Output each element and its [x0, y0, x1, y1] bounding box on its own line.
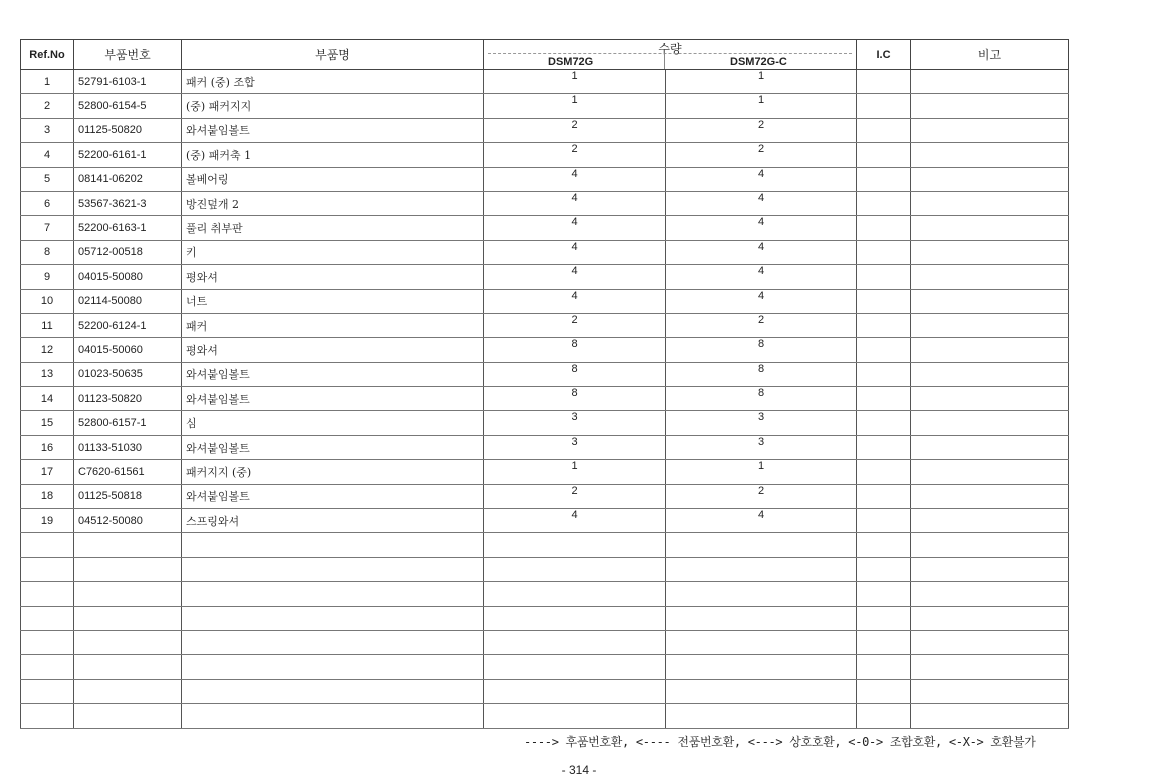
- empty-cell: [182, 582, 484, 606]
- empty-cell: [857, 630, 911, 654]
- empty-cell: [182, 606, 484, 630]
- table-row: [21, 216, 1069, 240]
- empty-cell: [911, 606, 1069, 630]
- col-quantity: [484, 40, 857, 70]
- empty-row: [21, 557, 1069, 581]
- ic-cell: [857, 387, 911, 411]
- remarks-cell: [911, 240, 1069, 264]
- remarks-cell: [911, 313, 1069, 337]
- empty-row: [21, 606, 1069, 630]
- ref-no-cell: 19: [21, 509, 74, 533]
- empty-cell: [857, 557, 911, 581]
- qty-dsm72g-cell: 4: [484, 191, 666, 215]
- table-row: [21, 484, 1069, 508]
- remarks-cell: [911, 338, 1069, 362]
- part-number-cell: 04015-50080: [74, 265, 182, 289]
- qty-dsm72g-cell: 2: [484, 313, 666, 337]
- page-number: - 314 -: [561, 763, 597, 777]
- compatibility-legend: ----> 후품번호환, <---- 전품번호환, <---> 상호호환, <-0-> 조합호환, <-X-> 호환불가: [524, 735, 1036, 749]
- empty-cell: [21, 630, 74, 654]
- ref-no-cell: 15: [21, 411, 74, 435]
- empty-cell: [182, 533, 484, 557]
- empty-row: [21, 679, 1069, 703]
- ref-no-cell: 3: [21, 118, 74, 142]
- qty-dsm72g-cell: 3: [484, 411, 666, 435]
- qty-dsm72g-c-cell: 4: [666, 240, 857, 264]
- part-name-cell: 와셔붙임볼트: [182, 118, 484, 142]
- empty-cell: [484, 557, 666, 581]
- qty-dsm72g-c-cell: 3: [666, 411, 857, 435]
- part-name-cell: 패커 (중) 조합: [182, 70, 484, 94]
- table-row: [21, 362, 1069, 386]
- qty-dsm72g-c-cell: 8: [666, 362, 857, 386]
- part-number-cell: 04512-50080: [74, 509, 182, 533]
- table-row: [21, 167, 1069, 191]
- qty-dsm72g-cell: 4: [484, 167, 666, 191]
- qty-dsm72g-cell: 2: [484, 118, 666, 142]
- ref-no-cell: 11: [21, 313, 74, 337]
- ref-no-cell: 2: [21, 94, 74, 118]
- table-row: [21, 70, 1069, 94]
- ic-cell: [857, 216, 911, 240]
- empty-cell: [666, 679, 857, 703]
- parts-list-sheet: [20, 39, 1068, 724]
- empty-cell: [857, 655, 911, 679]
- part-number-cell: 52200-6161-1: [74, 143, 182, 167]
- ref-no-cell: 4: [21, 143, 74, 167]
- empty-cell: [484, 582, 666, 606]
- qty-dsm72g-cell: 4: [484, 509, 666, 533]
- empty-cell: [484, 704, 666, 728]
- empty-cell: [182, 679, 484, 703]
- empty-cell: [666, 704, 857, 728]
- empty-cell: [74, 606, 182, 630]
- part-number-cell: 02114-50080: [74, 289, 182, 313]
- qty-dsm72g-c-cell: 8: [666, 387, 857, 411]
- empty-cell: [182, 704, 484, 728]
- empty-cell: [182, 655, 484, 679]
- table-row: [21, 94, 1069, 118]
- qty-dsm72g-cell: 8: [484, 362, 666, 386]
- empty-cell: [74, 630, 182, 654]
- remarks-cell: [911, 460, 1069, 484]
- remarks-cell: [911, 435, 1069, 459]
- ic-cell: [857, 240, 911, 264]
- ref-no-cell: 17: [21, 460, 74, 484]
- empty-cell: [182, 557, 484, 581]
- empty-cell: [911, 533, 1069, 557]
- part-number-cell: 01123-50820: [74, 387, 182, 411]
- empty-cell: [911, 582, 1069, 606]
- qty-dsm72g-cell: 4: [484, 265, 666, 289]
- quantity-title: 수량: [658, 42, 682, 56]
- remarks-cell: [911, 289, 1069, 313]
- part-number-cell: 01125-50820: [74, 118, 182, 142]
- ic-cell: [857, 191, 911, 215]
- table-row: [21, 460, 1069, 484]
- empty-cell: [21, 704, 74, 728]
- part-number-cell: 52800-6157-1: [74, 411, 182, 435]
- empty-cell: [21, 606, 74, 630]
- ref-no-cell: 12: [21, 338, 74, 362]
- part-name-cell: 풀리 취부판: [182, 216, 484, 240]
- remarks-cell: [911, 265, 1069, 289]
- qty-dsm72g-c-cell: 8: [666, 338, 857, 362]
- empty-cell: [666, 630, 857, 654]
- qty-dsm72g-cell: 8: [484, 387, 666, 411]
- empty-cell: [857, 582, 911, 606]
- qty-dsm72g-cell: 1: [484, 460, 666, 484]
- table-body: [21, 70, 1069, 729]
- empty-cell: [911, 630, 1069, 654]
- part-name-cell: (중) 패커축 1: [182, 143, 484, 167]
- remarks-cell: [911, 191, 1069, 215]
- part-number-cell: 52791-6103-1: [74, 70, 182, 94]
- qty-dsm72g-c-cell: 2: [666, 313, 857, 337]
- ic-cell: [857, 143, 911, 167]
- table-row: [21, 191, 1069, 215]
- qty-dsm72g-cell: 8: [484, 338, 666, 362]
- qty-dsm72g-c-cell: 2: [666, 143, 857, 167]
- qty-dsm72g-c-cell: 4: [666, 191, 857, 215]
- ic-cell: [857, 313, 911, 337]
- table-row: [21, 240, 1069, 264]
- col-ref-no: Ref.No: [21, 40, 74, 70]
- remarks-cell: [911, 509, 1069, 533]
- part-name-cell: 너트: [182, 289, 484, 313]
- part-number-cell: 52200-6124-1: [74, 313, 182, 337]
- ic-cell: [857, 484, 911, 508]
- ref-no-cell: 10: [21, 289, 74, 313]
- part-number-cell: 52800-6154-5: [74, 94, 182, 118]
- ic-cell: [857, 460, 911, 484]
- empty-cell: [74, 557, 182, 581]
- qty-dsm72g-c-cell: 2: [666, 484, 857, 508]
- part-name-cell: (중) 패커지지: [182, 94, 484, 118]
- part-name-cell: 방진덮개 2: [182, 191, 484, 215]
- part-number-cell: 04015-50060: [74, 338, 182, 362]
- table-row: [21, 265, 1069, 289]
- ic-cell: [857, 289, 911, 313]
- empty-cell: [21, 533, 74, 557]
- part-name-cell: 스프링와셔: [182, 509, 484, 533]
- part-name-cell: 심: [182, 411, 484, 435]
- empty-cell: [484, 606, 666, 630]
- empty-cell: [666, 557, 857, 581]
- qty-dsm72g-c-cell: 4: [666, 509, 857, 533]
- empty-cell: [21, 582, 74, 606]
- empty-row: [21, 704, 1069, 728]
- table-row: [21, 118, 1069, 142]
- remarks-cell: [911, 411, 1069, 435]
- qty-dsm72g-cell: 1: [484, 70, 666, 94]
- empty-cell: [911, 704, 1069, 728]
- empty-cell: [857, 606, 911, 630]
- ref-no-cell: 13: [21, 362, 74, 386]
- table-header-row: [21, 40, 1069, 70]
- empty-cell: [484, 630, 666, 654]
- ref-no-cell: 1: [21, 70, 74, 94]
- ic-cell: [857, 94, 911, 118]
- part-name-cell: 패커: [182, 313, 484, 337]
- col-part-number: 부품번호: [74, 40, 182, 70]
- empty-cell: [182, 630, 484, 654]
- qty-dsm72g-c-cell: 4: [666, 216, 857, 240]
- ref-no-cell: 5: [21, 167, 74, 191]
- empty-cell: [666, 533, 857, 557]
- ic-cell: [857, 435, 911, 459]
- ic-cell: [857, 265, 911, 289]
- empty-cell: [484, 655, 666, 679]
- empty-row: [21, 655, 1069, 679]
- empty-row: [21, 533, 1069, 557]
- part-name-cell: 와셔붙임볼트: [182, 362, 484, 386]
- empty-cell: [666, 655, 857, 679]
- empty-cell: [484, 679, 666, 703]
- qty-dsm72g-c-cell: 1: [666, 70, 857, 94]
- ref-no-cell: 16: [21, 435, 74, 459]
- ic-cell: [857, 411, 911, 435]
- part-name-cell: 키: [182, 240, 484, 264]
- remarks-cell: [911, 387, 1069, 411]
- col-remarks: 비고: [911, 40, 1069, 70]
- ref-no-cell: 6: [21, 191, 74, 215]
- table-row: [21, 143, 1069, 167]
- part-name-cell: 와셔붙임볼트: [182, 484, 484, 508]
- part-number-cell: 08141-06202: [74, 167, 182, 191]
- part-name-cell: 볼베어링: [182, 167, 484, 191]
- empty-cell: [74, 704, 182, 728]
- part-number-cell: 01133-51030: [74, 435, 182, 459]
- ic-cell: [857, 70, 911, 94]
- part-number-cell: 01023-50635: [74, 362, 182, 386]
- empty-cell: [911, 557, 1069, 581]
- remarks-cell: [911, 484, 1069, 508]
- empty-cell: [74, 533, 182, 557]
- part-number-cell: 01125-50818: [74, 484, 182, 508]
- part-name-cell: 와셔붙임볼트: [182, 387, 484, 411]
- empty-cell: [74, 582, 182, 606]
- ic-cell: [857, 118, 911, 142]
- empty-row: [21, 630, 1069, 654]
- remarks-cell: [911, 118, 1069, 142]
- remarks-cell: [911, 216, 1069, 240]
- qty-dsm72g-c-cell: 4: [666, 167, 857, 191]
- empty-cell: [21, 679, 74, 703]
- model-dsm72g: DSM72G: [548, 56, 594, 68]
- qty-dsm72g-c-cell: 1: [666, 460, 857, 484]
- qty-dsm72g-cell: 1: [484, 94, 666, 118]
- part-number-cell: 05712-00518: [74, 240, 182, 264]
- ic-cell: [857, 338, 911, 362]
- remarks-cell: [911, 362, 1069, 386]
- ic-cell: [857, 362, 911, 386]
- ref-no-cell: 7: [21, 216, 74, 240]
- empty-cell: [666, 606, 857, 630]
- empty-row: [21, 582, 1069, 606]
- qty-dsm72g-cell: 4: [484, 289, 666, 313]
- qty-dsm72g-c-cell: 4: [666, 265, 857, 289]
- empty-cell: [484, 533, 666, 557]
- qty-dsm72g-cell: 4: [484, 216, 666, 240]
- part-number-cell: 52200-6163-1: [74, 216, 182, 240]
- qty-dsm72g-cell: 4: [484, 240, 666, 264]
- col-part-name: 부품명: [182, 40, 484, 70]
- qty-dsm72g-c-cell: 4: [666, 289, 857, 313]
- empty-cell: [74, 655, 182, 679]
- remarks-cell: [911, 70, 1069, 94]
- empty-cell: [911, 679, 1069, 703]
- remarks-cell: [911, 167, 1069, 191]
- table-row: [21, 435, 1069, 459]
- empty-cell: [21, 655, 74, 679]
- table-row: [21, 338, 1069, 362]
- table-row: [21, 411, 1069, 435]
- empty-cell: [666, 582, 857, 606]
- part-name-cell: 평와셔: [182, 338, 484, 362]
- part-name-cell: 패커지지 (중): [182, 460, 484, 484]
- empty-cell: [911, 655, 1069, 679]
- empty-cell: [74, 679, 182, 703]
- table-row: [21, 289, 1069, 313]
- ref-no-cell: 9: [21, 265, 74, 289]
- table-row: [21, 313, 1069, 337]
- qty-dsm72g-cell: 2: [484, 143, 666, 167]
- part-number-cell: 53567-3621-3: [74, 191, 182, 215]
- col-ic: I.C: [857, 40, 911, 70]
- table-row: [21, 509, 1069, 533]
- parts-table: [20, 39, 1069, 729]
- ref-no-cell: 18: [21, 484, 74, 508]
- qty-dsm72g-c-cell: 1: [666, 94, 857, 118]
- ic-cell: [857, 509, 911, 533]
- model-dsm72g-c: DSM72G-C: [730, 56, 787, 68]
- empty-cell: [21, 557, 74, 581]
- remarks-cell: [911, 94, 1069, 118]
- remarks-cell: [911, 143, 1069, 167]
- ic-cell: [857, 167, 911, 191]
- empty-cell: [857, 533, 911, 557]
- qty-dsm72g-cell: 3: [484, 435, 666, 459]
- empty-cell: [857, 679, 911, 703]
- qty-dsm72g-c-cell: 3: [666, 435, 857, 459]
- table-row: [21, 387, 1069, 411]
- part-name-cell: 와셔붙임볼트: [182, 435, 484, 459]
- part-name-cell: 평와셔: [182, 265, 484, 289]
- ref-no-cell: 14: [21, 387, 74, 411]
- ref-no-cell: 8: [21, 240, 74, 264]
- part-number-cell: C7620-61561: [74, 460, 182, 484]
- qty-dsm72g-cell: 2: [484, 484, 666, 508]
- qty-dsm72g-c-cell: 2: [666, 118, 857, 142]
- empty-cell: [857, 704, 911, 728]
